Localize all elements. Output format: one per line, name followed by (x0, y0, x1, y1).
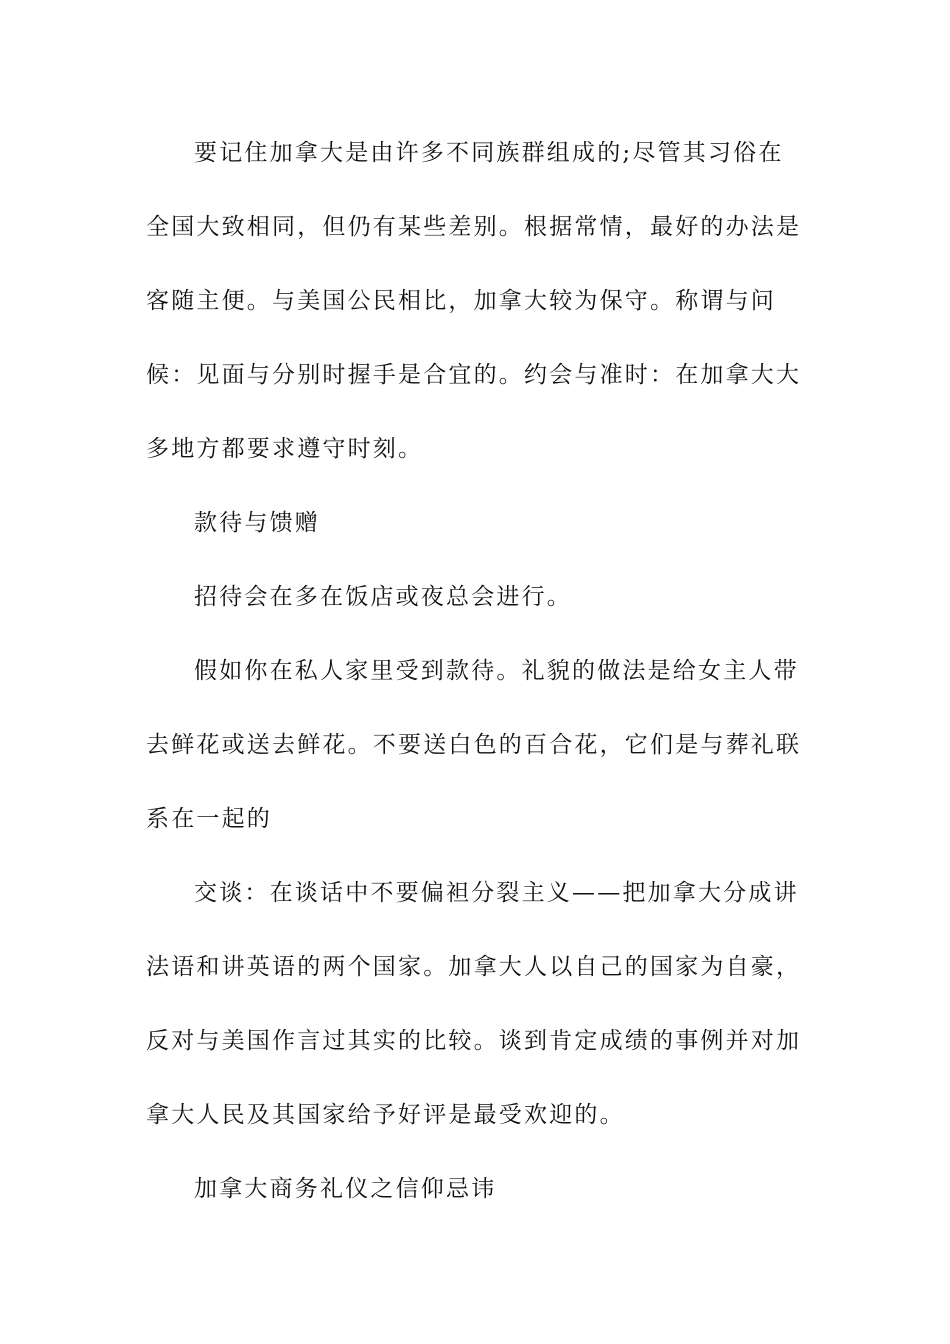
paragraph-conversation: 交谈：在谈话中不要偏袒分裂主义——把加拿大分成讲法语和讲英语的两个国家。加拿大人以自己的国家为自豪，反对与美国作言过其实的比较。谈到肯定成绩的事例并对加拿大人民及其国家给予好评是最受欢迎的。 (146, 880, 802, 1128)
document-body (146, 116, 806, 1226)
paragraph-heading-taboos: 加拿大商务礼仪之信仰忌讳 (194, 1176, 497, 1202)
paragraph-etiquette-overview: 要记住加拿大是由许多不同族群组成的;尽管其习俗在全国大致相同，但仍有某些差别。根据常情，最好的办法是客随主便。与美国公民相比，加拿大较为保守。称谓与问候：见面与分别时握手是合宜的。约会与准时：在加拿大大多地方都要求遵守时刻。 (146, 140, 802, 462)
paragraph-home-visit: 假如你在私人家里受到款待。礼貌的做法是给女主人带去鲜花或送去鲜花。不要送白色的百合花，它们是与葬礼联系在一起的 (146, 658, 802, 832)
paragraph-heading-hospitality: 款待与馈赠 (194, 510, 320, 536)
paragraph-reception: 招待会在多在饭店或夜总会进行。 (194, 584, 572, 610)
